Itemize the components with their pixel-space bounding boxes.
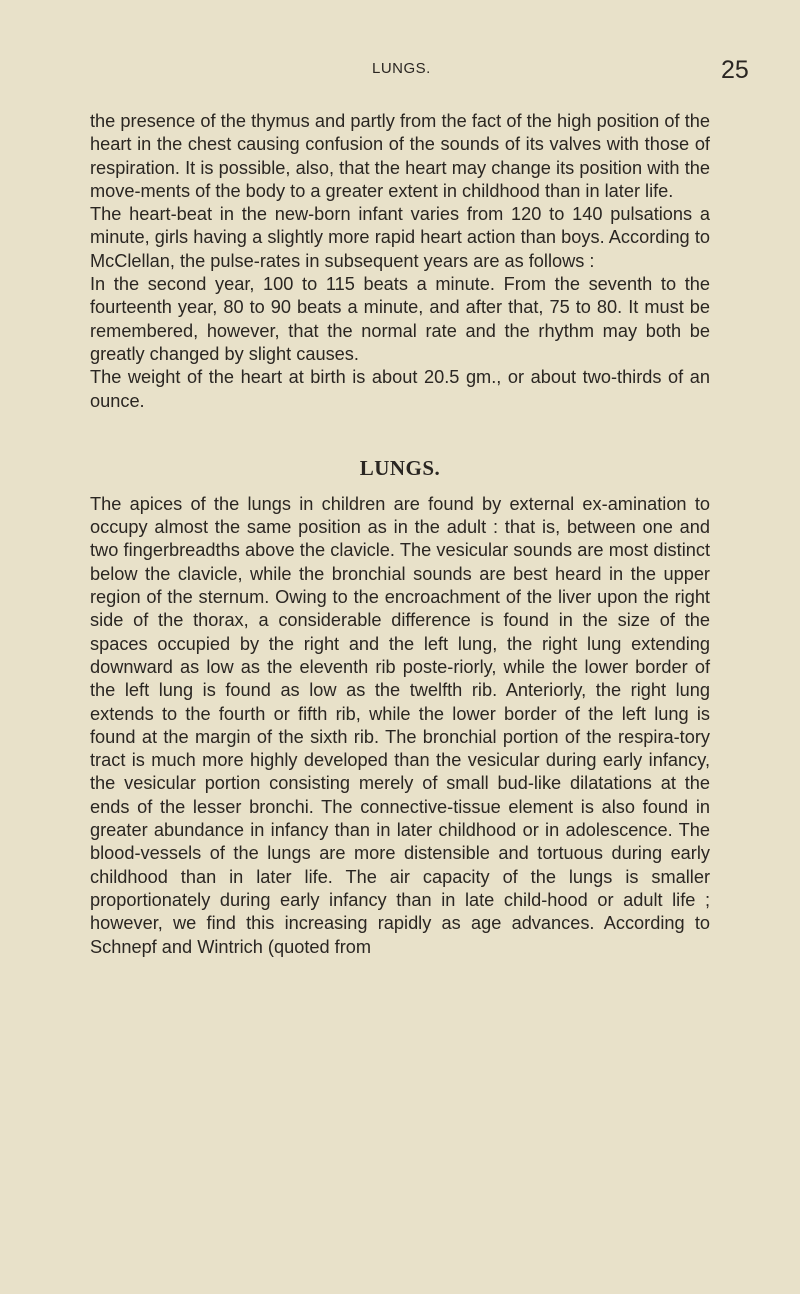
paragraph-pulse-rates: In the second year, 100 to 115 beats a minute. From the seventh to the fourteenth year, 80 to 90 beats a minute, and after that, 75 to 80. It must be remembered, however, that the normal rate and the rhythm may both be greatly changed by slight causes. [90, 274, 710, 364]
paragraph-thymus: the presence of the thymus and partly from the fact of the high position of the heart in the chest causing confusion of the sounds of its valves with those of respiration. It is possible, also, that the heart may change its position with the move-ments of the body to a greater extent in childhood than in later life. [90, 111, 710, 201]
running-head [0, 58, 800, 88]
paragraph-lungs: The apices of the lungs in children are found by external ex-amination to occupy almost the same position as in the adult : that is, between one and two fingerbreadths above the clavicle. The vesicular sounds are most distinct below the clavicle, while the bronchial sounds are best heard in the upper region of the sternum. Owing to the encroachment of the liver upon the right side of the thorax, a considerable difference is found in the size of the spaces occupied by the right and the left lung, the right lung extending downward as low as the eleventh rib poste-riorly, while the lower border of the left lung is found as low as the twelfth rib. Anteriorly, the right lung extends to the fourth or fifth rib, while the lower border of the left lung is found at the margin of the sixth rib. The bronchial portion of the respira-tory tract is much more highly developed than the vesicular during early infancy, the vesicular portion consisting merely of small bud-like dilatations at the ends of the lesser bronchi. The connective-tissue element is also found in greater abundance in infancy than in later childhood or in adolescence. The blood-vessels of the lungs are more distensible and tortuous during early childhood than in later life. The air capacity of the lungs is smaller proportionately during early infancy than in late child-hood or adult life ; however, we find this increasing rapidly as age advances. According to Schnepf and Wintrich (quoted from [90, 493, 710, 957]
paragraph-heart-beat: The heart-beat in the new-born infant varies from 120 to 140 pulsations a minute, girls having a slightly more rapid heart action than boys. According to McClellan, the pulse-rates in subsequent years are as follows : [90, 204, 710, 271]
section-heading-lungs: LUNGS. [359, 455, 441, 480]
paragraph-heart-weight: The weight of the heart at birth is about 20.5 gm., or about two-thirds of an ounce. [90, 367, 710, 411]
running-title: LUNGS. [372, 60, 431, 77]
body-text [90, 110, 710, 959]
page-number: 25 [721, 56, 749, 84]
